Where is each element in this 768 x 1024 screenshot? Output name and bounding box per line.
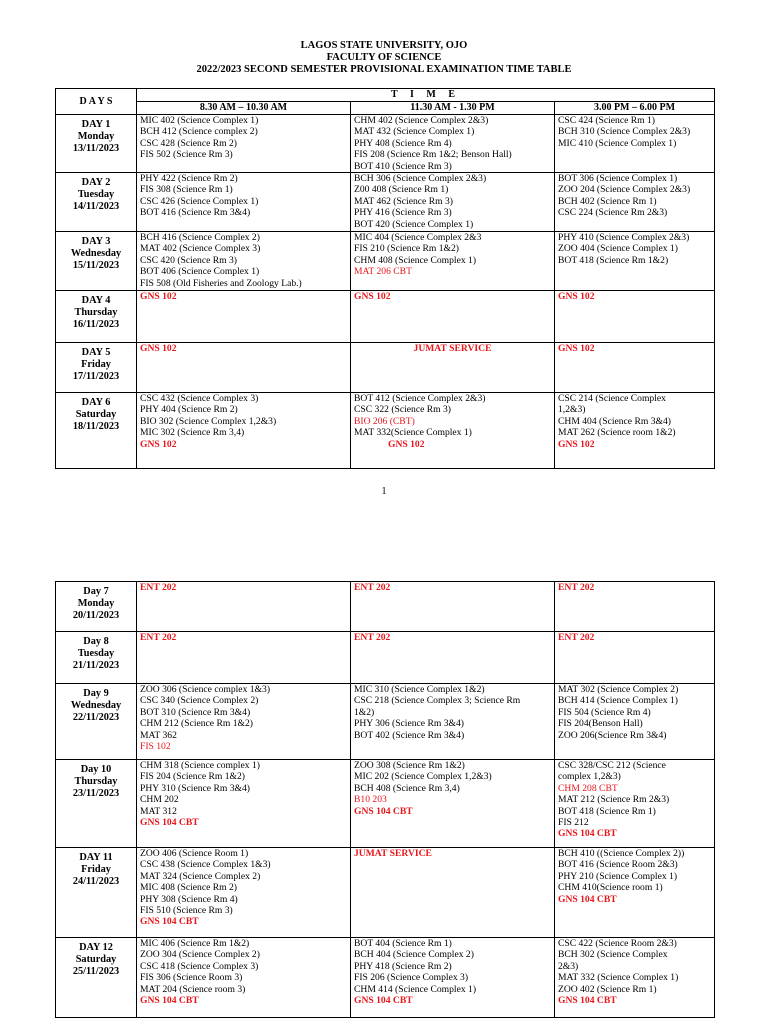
day-cell: [56, 232, 137, 291]
day-cell: [56, 760, 137, 848]
exam-entry: GNS 104 CBT: [140, 817, 199, 829]
exam-entry: CHM 318 (Science complex 1): [140, 760, 260, 771]
exam-entry: FIS 504 (Science Rm 4): [558, 706, 651, 718]
exam-entry: complex 1,2&3): [558, 771, 621, 783]
exam-entry: BIO 302 (Science Complex 1,2&3): [140, 415, 277, 427]
midday-slot-cell: [351, 760, 555, 848]
morning-slot-cell: [137, 848, 351, 938]
exam-entry: CSC 340 (Science Complex 2): [140, 695, 259, 707]
exam-entry: CHM 414 (Science Complex 1): [354, 983, 477, 995]
timetable-row: [56, 848, 715, 938]
timetable-row: [56, 393, 715, 469]
exam-entry: PHY 310 (Science Rm 3&4): [140, 782, 250, 794]
midday-slot-cell: [351, 115, 555, 173]
slot-morning-header: 8.30 AM – 10.30 AM: [137, 102, 351, 115]
exam-entry: ENT 202: [354, 632, 391, 643]
midday-slot-cell: [351, 393, 555, 469]
timetable-row: [56, 684, 715, 760]
day-label: DAY 4: [81, 295, 111, 307]
slot-afternoon-header: 3.00 PM – 6.00 PM: [555, 102, 715, 115]
exam-entry: B10 203: [354, 794, 387, 806]
exam-entry: CHM 404 (Science Rm 3&4): [558, 415, 671, 427]
date-label: 24/11/2023: [72, 876, 120, 887]
exam-entry: MAT 332 (Science Complex 1): [558, 972, 679, 984]
date-label: 22/11/2023: [72, 712, 120, 723]
afternoon-slot-cell: [555, 343, 715, 393]
midday-slot-cell: [351, 938, 555, 1018]
date-label: 13/11/2023: [72, 143, 120, 154]
exam-entry: GNS 104 CBT: [140, 995, 199, 1007]
weekday-label: Thursday: [74, 776, 118, 787]
day-label: Day 8: [83, 636, 109, 647]
timetable-row: [56, 291, 715, 343]
exam-entry: BOT 416 (Science Rm 3&4): [140, 207, 251, 219]
weekday-label: Friday: [81, 359, 111, 371]
exam-entry: ENT 202: [354, 582, 391, 593]
exam-entry: MAT 212 (Science Rm 2&3): [558, 794, 670, 806]
midday-slot-cell: [351, 291, 555, 343]
weekday-label: Saturday: [75, 954, 117, 965]
timetable-row: [56, 938, 715, 1018]
afternoon-slot-cell: [555, 291, 715, 343]
exam-entry: CSC 420 (Science Rm 3): [140, 254, 237, 266]
exam-entry: CHM 202: [140, 794, 179, 806]
timetable-row: [56, 173, 715, 232]
exam-entry: BOT 416 (Science Room 2&3): [558, 859, 678, 871]
day-cell: [56, 393, 137, 469]
exam-entry: JUMAT SERVICE: [413, 343, 492, 355]
exam-entry: FIS 102: [140, 741, 171, 753]
day-label: DAY 5: [81, 347, 111, 359]
afternoon-slot-cell: [555, 393, 715, 469]
exam-entry: MAT 206 CBT: [354, 266, 412, 278]
exam-entry: PHY 422 (Science Rm 2): [140, 173, 238, 185]
date-label: 14/11/2023: [72, 201, 120, 213]
exam-entry: BCH 404 (Science Complex 2): [354, 949, 474, 961]
exam-entry: FIS 508 (Old Fisheries and Zoology Lab.): [140, 277, 302, 289]
exam-entry: FIS 206 (Science Complex 3): [354, 972, 469, 984]
exam-entry: FIS 502 (Science Rm 3): [140, 149, 233, 161]
date-label: 21/11/2023: [72, 660, 120, 671]
morning-slot-cell: [137, 393, 351, 469]
weekday-label: Thursday: [74, 307, 118, 319]
midday-slot-cell: [351, 173, 555, 232]
exam-entry: CSC 218 (Science Complex 3; Science Rm: [354, 695, 521, 707]
exam-entry: BCH 408 (Science Rm 3,4): [354, 782, 460, 794]
exam-entry: CHM 212 (Science Rm 1&2): [140, 718, 253, 730]
exam-entry: BCH 410 ((Science Complex 2)): [558, 848, 685, 859]
day-label: DAY 1: [81, 119, 111, 130]
exam-entry: CHM 408 (Science Complex 1): [354, 254, 477, 266]
exam-entry: GNS 102: [140, 343, 177, 355]
exam-entry: PHY 408 (Science Rm 4): [354, 137, 452, 149]
exam-entry: ENT 202: [558, 632, 595, 643]
day-cell: [56, 582, 137, 632]
exam-entry: MIC 410 (Science Complex 1): [558, 137, 677, 149]
exam-entry: CHM 402 (Science Complex 2&3): [354, 115, 489, 126]
day-cell: [56, 938, 137, 1018]
morning-slot-cell: [137, 232, 351, 291]
exam-entry: BCH 310 (Science Complex 2&3): [558, 126, 691, 138]
exam-entry: BOT 306 (Science Complex 1): [558, 173, 678, 185]
exam-entry: MAT 402 (Science Complex 3): [140, 243, 261, 255]
exam-entry: BCH 416 (Science Complex 2): [140, 232, 260, 244]
exam-entry: MAT 432 (Science Complex 1): [354, 126, 475, 138]
exam-entry: FIS 510 (Science Rm 3): [140, 905, 233, 917]
exam-entry: MIC 406 (Science Rm 1&2): [140, 938, 250, 949]
exam-entry: FIS 212: [558, 817, 589, 829]
afternoon-slot-cell: [555, 848, 715, 938]
exam-entry: BOT 418 (Science Rm 1): [558, 805, 656, 817]
day-cell: [56, 173, 137, 232]
timetable-row: [56, 760, 715, 848]
date-label: 16/11/2023: [72, 319, 120, 331]
morning-slot-cell: [137, 291, 351, 343]
exam-entry: FIS 308 (Science Rm 1): [140, 184, 233, 196]
exam-entry: MIC 310 (Science Complex 1&2): [354, 684, 485, 695]
university-name: LAGOS STATE UNIVERSITY, OJO: [300, 40, 468, 51]
morning-slot-cell: [137, 343, 351, 393]
exam-entry: BOT 406 (Science Complex 1): [140, 266, 260, 278]
day-cell: [56, 343, 137, 393]
exam-entry: MAT 332(Science Complex 1): [354, 427, 472, 439]
day-cell: [56, 684, 137, 760]
date-label: 20/11/2023: [72, 610, 120, 621]
day-label: DAY 11: [79, 852, 113, 863]
exam-entry: 1,2&3): [558, 404, 586, 416]
exam-entry: GNS 102: [140, 291, 177, 303]
exam-entry: JUMAT SERVICE: [354, 848, 432, 859]
exam-entry: GNS 104 CBT: [558, 995, 617, 1007]
exam-entry: BCH 306 (Science Complex 2&3): [354, 173, 487, 185]
morning-slot-cell: [137, 173, 351, 232]
exam-entry: CHM 410(Science room 1): [558, 882, 663, 894]
exam-entry: ZOO 306 (Science complex 1&3): [140, 684, 271, 695]
exam-entry: ZOO 404 (Science Complex 1): [558, 243, 678, 255]
day-label: Day 9: [83, 688, 109, 699]
exam-entry: PHY 416 (Science Rm 3): [354, 207, 452, 219]
morning-slot-cell: [137, 760, 351, 848]
faculty-name: FACULTY OF SCIENCE: [326, 52, 442, 63]
afternoon-slot-cell: [555, 173, 715, 232]
page-number: 1: [381, 486, 387, 497]
timetable-page-1: [55, 88, 715, 469]
exam-entry: MIC 402 (Science Complex 1): [140, 115, 259, 126]
exam-entry: CSC 424 (Science Rm 1): [558, 115, 655, 126]
date-label: 18/11/2023: [72, 421, 120, 433]
exam-entry: CSC 328/CSC 212 (Science: [558, 760, 666, 771]
exam-entry: PHY 410 (Science Complex 2&3): [558, 232, 690, 244]
day-cell: [56, 291, 137, 343]
morning-slot-cell: [137, 938, 351, 1018]
exam-entry: MAT 362: [140, 729, 177, 741]
exam-entry: FIS 210 (Science Rm 1&2): [354, 243, 459, 255]
weekday-label: Tuesday: [77, 648, 115, 659]
exam-entry: GNS 104 CBT: [558, 828, 617, 840]
weekday-label: Monday: [77, 598, 115, 609]
exam-entry: GNS 102: [558, 438, 595, 450]
document-title: 2022/2023 SECOND SEMESTER PROVISIONAL EXAMINATION TIME TABLE: [196, 64, 572, 75]
date-label: 17/11/2023: [72, 371, 120, 383]
morning-slot-cell: [137, 115, 351, 173]
time-header: T I M E: [137, 89, 715, 102]
day-label: DAY 2: [81, 177, 111, 189]
exam-entry: ZOO 308 (Science Rm 1&2): [354, 760, 465, 771]
weekday-label: Saturday: [75, 409, 117, 421]
exam-entry: CSC 426 (Science Complex 1): [140, 195, 259, 207]
exam-entry: ZOO 304 (Science Complex 2): [140, 949, 260, 961]
exam-entry: GNS 102: [558, 291, 595, 303]
exam-entry: ENT 202: [140, 582, 177, 593]
exam-entry: ZOO 406 (Science Room 1): [140, 848, 249, 859]
exam-entry: 2&3): [558, 960, 579, 972]
exam-entry: MIC 302 (Science Rm 3,4): [140, 427, 245, 439]
midday-slot-cell: [351, 684, 555, 760]
exam-entry: MAT 312: [140, 805, 177, 817]
exam-entry: CHM 208 CBT: [558, 782, 618, 794]
afternoon-slot-cell: [555, 938, 715, 1018]
exam-entry: ZOO 206(Science Rm 3&4): [558, 729, 667, 741]
exam-entry: CSC 418 (Science Complex 3): [140, 960, 259, 972]
exam-entry: ENT 202: [558, 582, 595, 593]
afternoon-slot-cell: [555, 684, 715, 760]
day-cell: [56, 115, 137, 173]
exam-entry: BCH 302 (Science Complex: [558, 949, 668, 961]
exam-entry: BCH 414 (Science Complex 1): [558, 695, 678, 707]
slot-midday-header: 11.30 AM - 1.30 PM: [351, 102, 555, 115]
day-cell: [56, 632, 137, 684]
exam-entry: BOT 418 (Science Rm 1&2): [558, 254, 669, 266]
exam-entry: CSC 322 (Science Rm 3): [354, 404, 451, 416]
morning-slot-cell: [137, 632, 351, 684]
exam-entry: ENT 202: [140, 632, 177, 643]
exam-entry: PHY 306 (Science Rm 3&4): [354, 718, 464, 730]
exam-entry: FIS 306 (Science Room 3): [140, 972, 243, 984]
exam-entry: BCH 412 (Science complex 2): [140, 126, 258, 138]
exam-entry: ZOO 402 (Science Rm 1): [558, 983, 657, 995]
exam-entry: GNS 104 CBT: [558, 893, 617, 905]
day-label: Day 7: [83, 586, 109, 597]
exam-entry: BIO 206 (CBT): [354, 415, 415, 427]
midday-slot-cell: [351, 343, 555, 393]
exam-entry: 1&2): [354, 706, 375, 718]
exam-entry: Z00 408 (Science Rm 1): [354, 184, 449, 196]
morning-slot-cell: [137, 684, 351, 760]
timetable-row: [56, 232, 715, 291]
exam-entry: BOT 412 (Science Complex 2&3): [354, 393, 486, 405]
exam-entry: CSC 438 (Science Complex 1&3): [140, 859, 271, 871]
morning-slot-cell: [137, 582, 351, 632]
exam-entry: GNS 102: [558, 343, 595, 355]
weekday-label: Monday: [77, 131, 115, 142]
exam-entry: CSC 214 (Science Complex: [558, 393, 666, 405]
exam-entry: PHY 418 (Science Rm 2): [354, 960, 452, 972]
exam-entry: BOT 404 (Science Rm 1): [354, 938, 452, 949]
weekday-label: Wednesday: [70, 248, 122, 260]
exam-entry: FIS 204 (Science Rm 1&2): [140, 771, 245, 783]
afternoon-slot-cell: [555, 582, 715, 632]
afternoon-slot-cell: [555, 632, 715, 684]
exam-entry: BOT 410 (Science Rm 3): [354, 160, 452, 172]
midday-slot-cell: [351, 848, 555, 938]
day-label: DAY 6: [81, 397, 111, 409]
exam-entry: CSC 224 (Science Rm 2&3): [558, 207, 668, 219]
exam-entry: FIS 208 (Science Rm 1&2; Benson Hall): [354, 149, 512, 161]
date-label: 23/11/2023: [72, 788, 120, 799]
exam-entry: MIC 408 (Science Rm 2): [140, 882, 237, 894]
exam-entry: GNS 104 CBT: [354, 995, 413, 1007]
exam-entry: BOT 402 (Science Rm 3&4): [354, 729, 465, 741]
exam-entry: GNS 102: [354, 291, 391, 303]
timetable-row: [56, 632, 715, 684]
exam-entry: ZOO 204 (Science Complex 2&3): [558, 184, 691, 196]
exam-entry: MAT 324 (Science Complex 2): [140, 870, 261, 882]
weekday-label: Friday: [81, 864, 111, 875]
afternoon-slot-cell: [555, 115, 715, 173]
exam-entry: GNS 102: [388, 438, 425, 450]
timetable-page-2: [55, 581, 715, 1018]
exam-entry: MIC 202 (Science Complex 1,2&3): [354, 771, 492, 783]
exam-entry: MAT 462 (Science Rm 3): [354, 195, 453, 207]
exam-entry: MAT 204 (Science room 3): [140, 983, 246, 995]
exam-entry: MAT 262 (Science room 1&2): [558, 427, 676, 439]
exam-entry: PHY 210 (Science Complex 1): [558, 870, 678, 882]
exam-entry: CSC 428 (Science Rm 2): [140, 137, 237, 149]
timetable-row: [56, 582, 715, 632]
exam-entry: BCH 402 (Science Rm 1): [558, 195, 657, 207]
timetable-row: [56, 343, 715, 393]
day-label: DAY 3: [81, 236, 111, 248]
midday-slot-cell: [351, 632, 555, 684]
midday-slot-cell: [351, 232, 555, 291]
date-label: 25/11/2023: [72, 966, 120, 977]
exam-entry: CSC 432 (Science Complex 3): [140, 393, 259, 405]
afternoon-slot-cell: [555, 232, 715, 291]
days-header: D A Y S: [56, 89, 137, 115]
midday-slot-cell: [351, 582, 555, 632]
afternoon-slot-cell: [555, 760, 715, 848]
exam-entry: BOT 420 (Science Complex 1): [354, 218, 474, 230]
exam-entry: PHY 404 (Science Rm 2): [140, 404, 238, 416]
weekday-label: Wednesday: [70, 700, 122, 711]
exam-entry: BOT 310 (Science Rm 3&4): [140, 706, 251, 718]
exam-entry: GNS 104 CBT: [354, 805, 413, 817]
exam-entry: CSC 422 (Science Room 2&3): [558, 938, 677, 949]
timetable-row: [56, 115, 715, 173]
exam-entry: MIC 404 (Science Complex 2&3: [354, 232, 482, 244]
weekday-label: Tuesday: [77, 189, 115, 201]
exam-entry: FIS 204(Benson Hall): [558, 718, 643, 730]
day-label: DAY 12: [79, 942, 113, 953]
exam-entry: GNS 104 CBT: [140, 916, 199, 928]
exam-entry: MAT 302 (Science Complex 2): [558, 684, 679, 695]
day-cell: [56, 848, 137, 938]
date-label: 15/11/2023: [72, 260, 120, 272]
exam-entry: GNS 102: [140, 438, 177, 450]
day-label: Day 10: [80, 764, 112, 775]
exam-entry: PHY 308 (Science Rm 4): [140, 893, 238, 905]
